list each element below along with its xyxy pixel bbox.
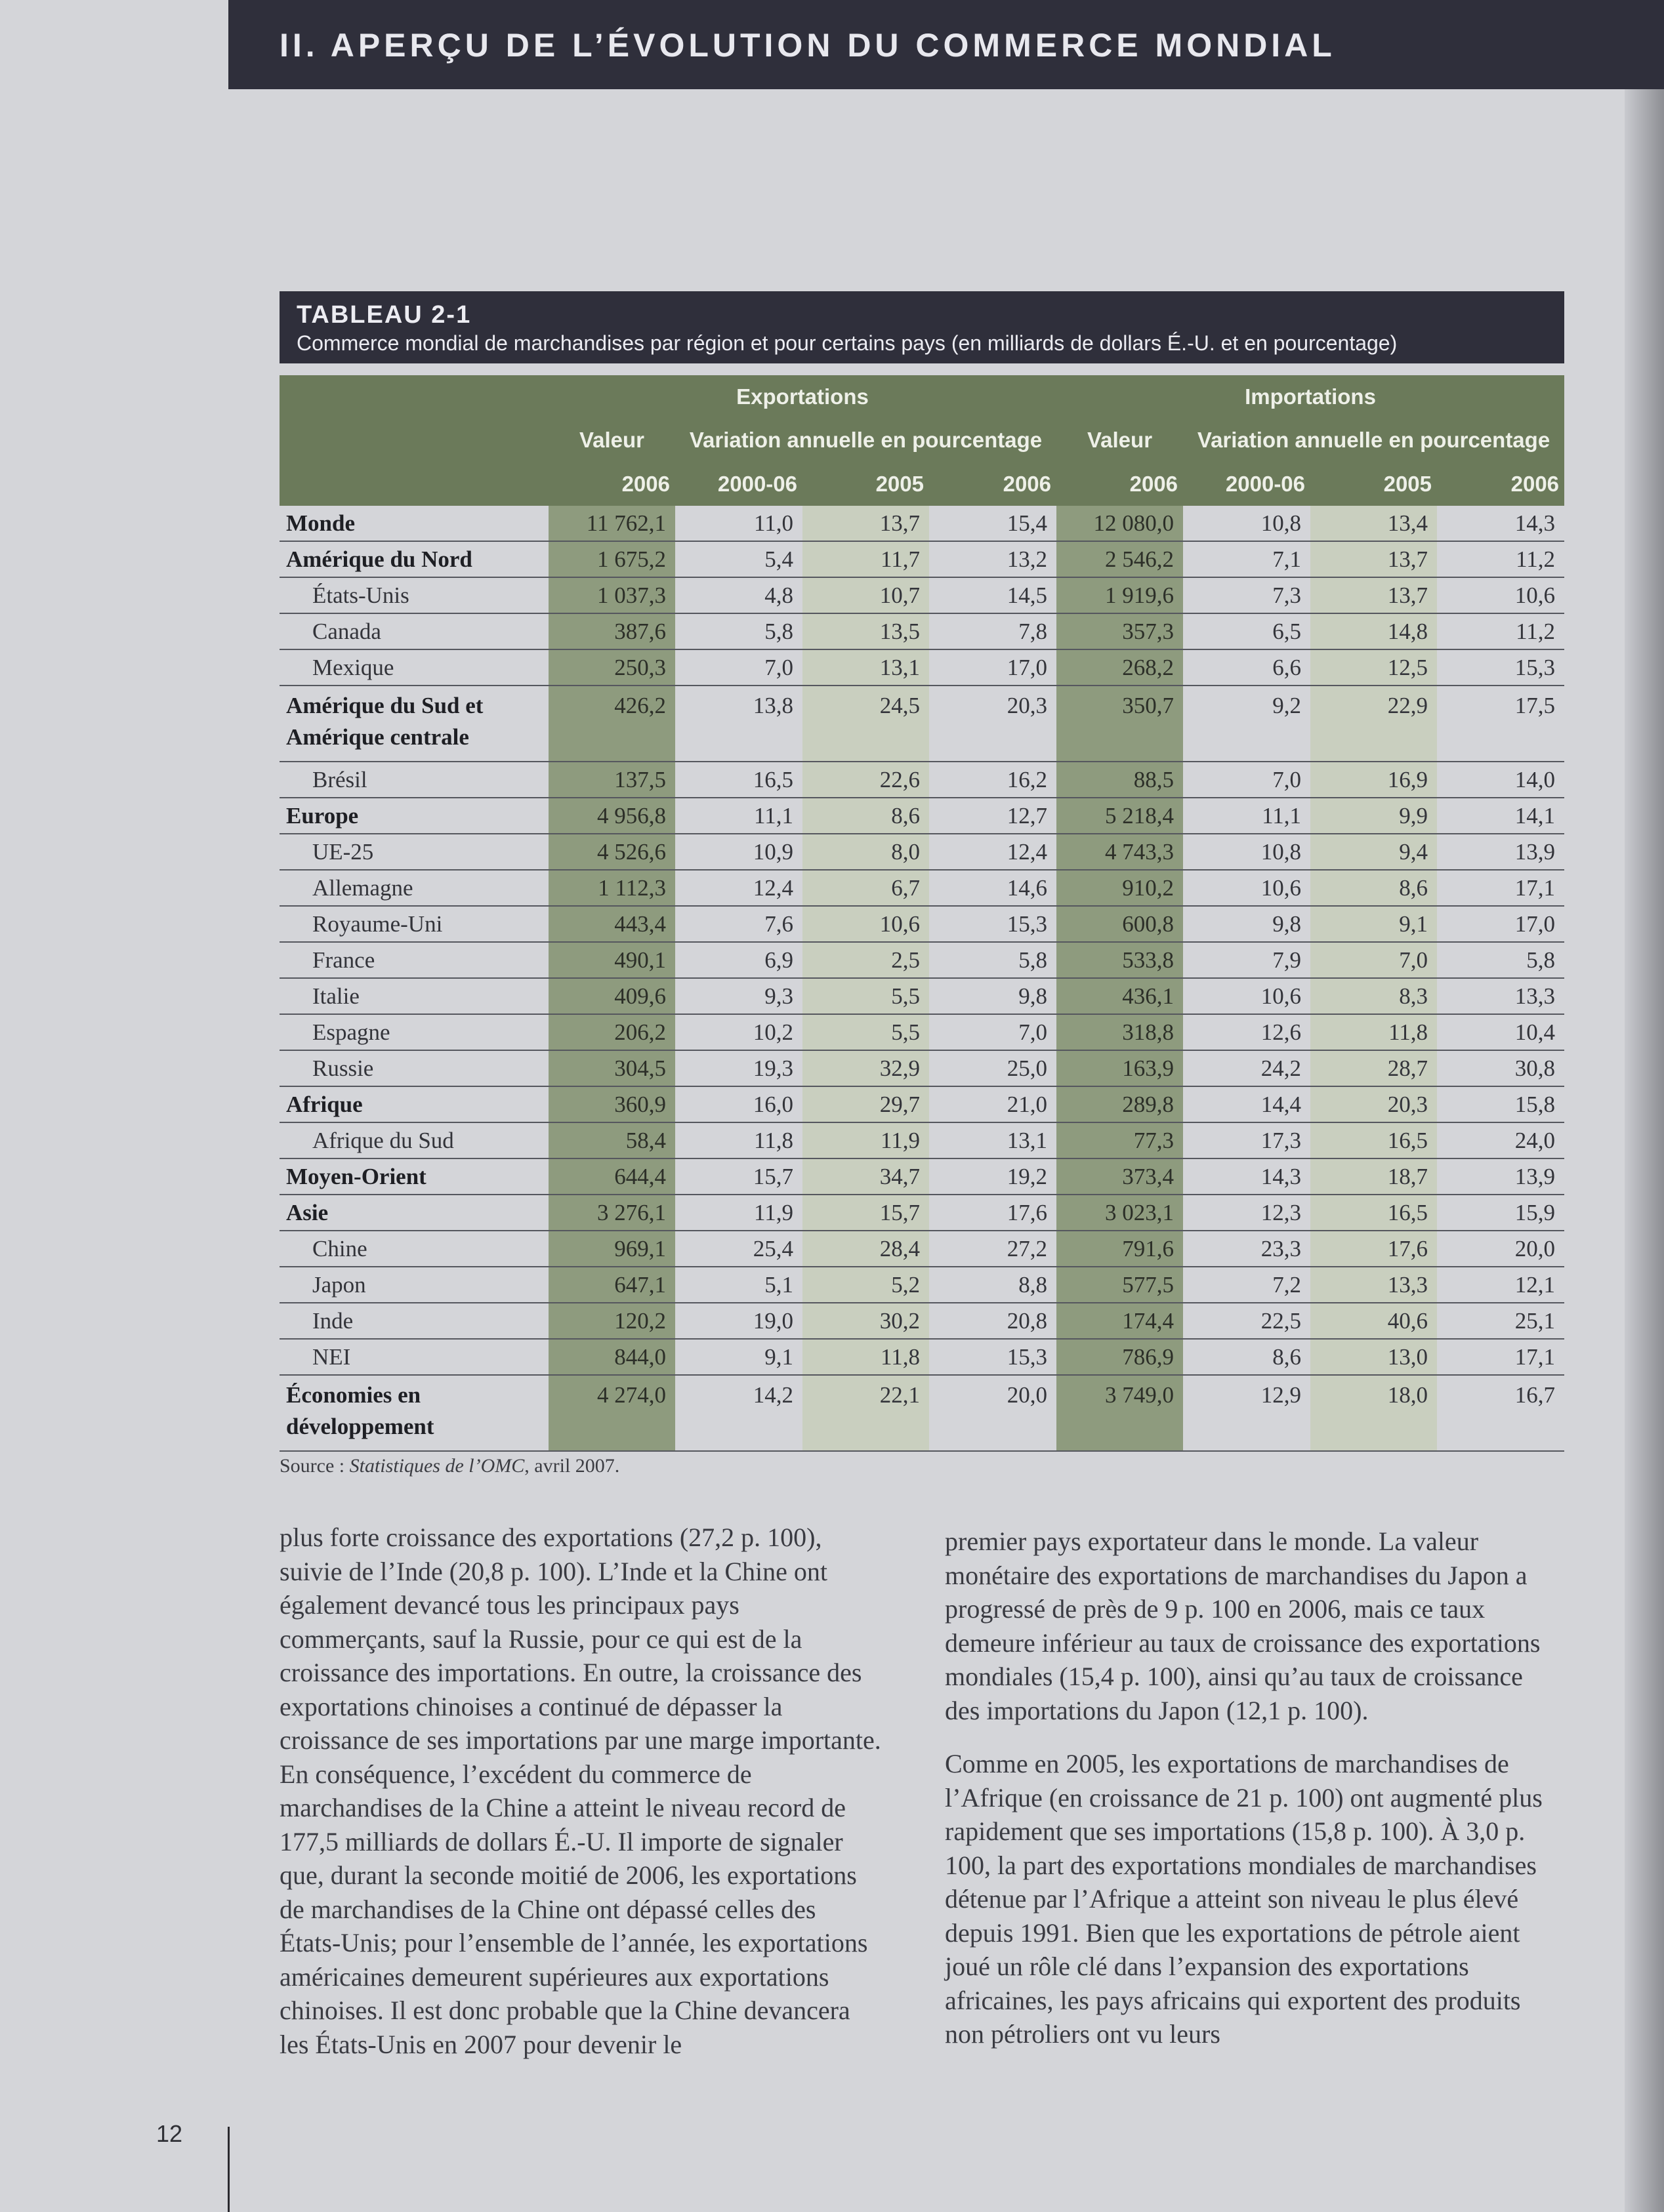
table-cell: 910,2 — [1056, 870, 1183, 906]
table-cell: 436,1 — [1056, 978, 1183, 1014]
table-cell: 20,3 — [929, 686, 1056, 762]
table-cell: 786,9 — [1056, 1339, 1183, 1375]
table-cell: 24,0 — [1437, 1122, 1564, 1158]
table-cell: 360,9 — [549, 1086, 675, 1122]
table-cell: 13,9 — [1437, 1158, 1564, 1195]
year-header: 2006 — [1056, 462, 1183, 506]
row-label: États-Unis — [280, 577, 549, 613]
row-label: Afrique du Sud — [280, 1122, 549, 1158]
table-cell: 23,3 — [1183, 1231, 1310, 1267]
row-label: Afrique — [280, 1086, 549, 1122]
table-cell: 88,5 — [1056, 762, 1183, 798]
table-row — [280, 686, 1564, 762]
table-cell: 6,7 — [802, 870, 929, 906]
table-cell: 20,8 — [929, 1303, 1056, 1339]
table-cell: 2,5 — [802, 942, 929, 978]
row-label: Amérique du Sud et Amérique centrale — [280, 686, 549, 762]
table-cell: 163,9 — [1056, 1050, 1183, 1086]
table-cell: 12,9 — [1183, 1375, 1310, 1451]
table-cell: 10,6 — [1183, 870, 1310, 906]
table-cell: 7,6 — [675, 906, 802, 942]
row-label: Chine — [280, 1231, 549, 1267]
exports-group-header: Exportations — [549, 375, 1056, 419]
table-cell: 8,8 — [929, 1267, 1056, 1303]
table-cell: 5,2 — [802, 1267, 929, 1303]
table-cell: 2 546,2 — [1056, 541, 1183, 577]
table-cell: 15,7 — [802, 1195, 929, 1231]
table-cell: 12,5 — [1310, 649, 1437, 686]
table-row — [280, 834, 1564, 870]
exports-variation-header: Variation annuelle en pourcentage — [675, 419, 1056, 462]
table-cell: 20,3 — [1310, 1086, 1437, 1122]
table-cell: 15,3 — [929, 1339, 1056, 1375]
table-row — [280, 906, 1564, 942]
table-cell: 7,0 — [929, 1014, 1056, 1050]
row-label: Inde — [280, 1303, 549, 1339]
table-cell: 120,2 — [549, 1303, 675, 1339]
table-cell: 350,7 — [1056, 686, 1183, 762]
table-cell: 14,6 — [929, 870, 1056, 906]
table-cell: 3 749,0 — [1056, 1375, 1183, 1451]
table-cell: 13,8 — [675, 686, 802, 762]
table-title-block — [280, 291, 1564, 363]
table-cell: 5,8 — [675, 613, 802, 649]
row-label: Moyen-Orient — [280, 1158, 549, 1195]
table-row — [280, 506, 1564, 541]
year-header: 2006 — [549, 462, 675, 506]
table-cell: 18,7 — [1310, 1158, 1437, 1195]
table-cell: 22,6 — [802, 762, 929, 798]
table-cell: 6,5 — [1183, 613, 1310, 649]
table-cell: 409,6 — [549, 978, 675, 1014]
table-cell: 11,2 — [1437, 613, 1564, 649]
table-cell: 14,0 — [1437, 762, 1564, 798]
table-row — [280, 1014, 1564, 1050]
table-cell: 174,4 — [1056, 1303, 1183, 1339]
table-cell: 22,5 — [1183, 1303, 1310, 1339]
table-cell: 969,1 — [549, 1231, 675, 1267]
page-number: 12 — [156, 2120, 183, 2147]
table-cell: 22,9 — [1310, 686, 1437, 762]
table-cell: 10,6 — [1183, 978, 1310, 1014]
table-cell: 27,2 — [929, 1231, 1056, 1267]
table-cell: 10,6 — [1437, 577, 1564, 613]
table-cell: 318,8 — [1056, 1014, 1183, 1050]
table-cell: 5,5 — [802, 978, 929, 1014]
imports-valeur-header: Valeur — [1056, 419, 1183, 462]
table-number: TABLEAU 2-1 — [297, 301, 472, 329]
table-cell: 13,3 — [1310, 1267, 1437, 1303]
table-cell: 7,9 — [1183, 942, 1310, 978]
table-cell: 16,0 — [675, 1086, 802, 1122]
table-cell: 11,1 — [1183, 798, 1310, 834]
table-cell: 15,3 — [1437, 649, 1564, 686]
table-cell: 17,0 — [929, 649, 1056, 686]
table-cell: 28,4 — [802, 1231, 929, 1267]
table-cell: 443,4 — [549, 906, 675, 942]
exports-valeur-header: Valeur — [549, 419, 675, 462]
table-cell: 17,6 — [1310, 1231, 1437, 1267]
table-cell: 13,1 — [929, 1122, 1056, 1158]
table-cell: 533,8 — [1056, 942, 1183, 978]
table-cell: 14,3 — [1437, 506, 1564, 541]
table-cell: 6,6 — [1183, 649, 1310, 686]
table-cell: 268,2 — [1056, 649, 1183, 686]
table-cell: 791,6 — [1056, 1231, 1183, 1267]
table-source — [280, 1455, 619, 1477]
table-cell: 9,9 — [1310, 798, 1437, 834]
table-cell: 4 743,3 — [1056, 834, 1183, 870]
table-cell: 9,2 — [1183, 686, 1310, 762]
table-row — [280, 1158, 1564, 1195]
table-cell: 15,7 — [675, 1158, 802, 1195]
table-cell: 11,9 — [675, 1195, 802, 1231]
table-cell: 15,4 — [929, 506, 1056, 541]
table-cell: 9,8 — [929, 978, 1056, 1014]
body-paragraph: Comme en 2005, les exportations de marchandises de l’Afrique (en croissance de 21 p. 100) ont augmenté plus rapidement que ses importations (15,8 p. 100). À 3,0 p. 100, la part des exportations mondiales de marchandises détenue par l’Afrique a atteint son niveau le plus élevé depuis 1991. Bien que les exportations de pétrole aient joué un rôle clé dans l’expansion des exportations africaines, les pays africains qui exportent des produits non pétroliers ont vu leurs — [945, 1749, 1543, 2049]
margin-rule — [228, 2127, 230, 2212]
table-cell: 15,3 — [929, 906, 1056, 942]
table-cell: 250,3 — [549, 649, 675, 686]
table-cell: 11,9 — [802, 1122, 929, 1158]
table-cell: 19,2 — [929, 1158, 1056, 1195]
body-column-left — [280, 1521, 883, 2081]
table-cell: 14,4 — [1183, 1086, 1310, 1122]
table-cell: 304,5 — [549, 1050, 675, 1086]
trade-table — [280, 375, 1564, 1452]
table-row — [280, 762, 1564, 798]
table-cell: 58,4 — [549, 1122, 675, 1158]
table-cell: 11,7 — [802, 541, 929, 577]
table-row — [280, 798, 1564, 834]
table-cell: 16,2 — [929, 762, 1056, 798]
table-cell: 9,1 — [1310, 906, 1437, 942]
table-cell: 13,7 — [1310, 577, 1437, 613]
table-cell: 19,3 — [675, 1050, 802, 1086]
table-cell: 373,4 — [1056, 1158, 1183, 1195]
table-cell: 18,0 — [1310, 1375, 1437, 1451]
table-cell: 5,1 — [675, 1267, 802, 1303]
table-cell: 7,3 — [1183, 577, 1310, 613]
table-cell: 600,8 — [1056, 906, 1183, 942]
table-cell: 11,1 — [675, 798, 802, 834]
table-cell: 844,0 — [549, 1339, 675, 1375]
row-label: UE-25 — [280, 834, 549, 870]
source-title: Statistiques de l’OMC — [349, 1455, 525, 1477]
table-cell: 8,3 — [1310, 978, 1437, 1014]
table-cell: 5,5 — [802, 1014, 929, 1050]
table-cell: 24,5 — [802, 686, 929, 762]
table-cell: 17,3 — [1183, 1122, 1310, 1158]
table-cell: 11,8 — [1310, 1014, 1437, 1050]
table-cell: 1 037,3 — [549, 577, 675, 613]
table-cell: 12,4 — [929, 834, 1056, 870]
row-label: Canada — [280, 613, 549, 649]
table-cell: 29,7 — [802, 1086, 929, 1122]
table-cell: 25,1 — [1437, 1303, 1564, 1339]
row-label: Royaume-Uni — [280, 906, 549, 942]
table-caption: Commerce mondial de marchandises par région et pour certains pays (en milliards de dollars É.-U. et en pourcentage) — [297, 331, 1398, 355]
row-label: NEI — [280, 1339, 549, 1375]
table-cell: 13,0 — [1310, 1339, 1437, 1375]
table-cell: 5,8 — [929, 942, 1056, 978]
table-cell: 426,2 — [549, 686, 675, 762]
table-cell: 9,3 — [675, 978, 802, 1014]
table-cell: 8,6 — [802, 798, 929, 834]
table-cell: 647,1 — [549, 1267, 675, 1303]
table-cell: 387,6 — [549, 613, 675, 649]
table-row — [280, 1086, 1564, 1122]
row-label: Amérique du Nord — [280, 541, 549, 577]
table-cell: 14,8 — [1310, 613, 1437, 649]
table-cell: 12,1 — [1437, 1267, 1564, 1303]
body-paragraph: premier pays exportateur dans le monde. La valeur monétaire des exportations de marchandises du Japon a progressé de près de 9 p. 100 en 2006, mais ce taux demeure inférieur au taux de croissance des exportations mondiales (15,4 p. 100), ainsi qu’au taux de croissance des importations du Japon (12,1 p. 100). — [945, 1526, 1541, 1725]
row-label: Monde — [280, 506, 549, 541]
table-cell: 14,2 — [675, 1375, 802, 1451]
table-cell: 30,2 — [802, 1303, 929, 1339]
table-cell: 289,8 — [1056, 1086, 1183, 1122]
table-cell: 7,0 — [1310, 942, 1437, 978]
year-header: 2006 — [1437, 462, 1564, 506]
table-cell: 40,6 — [1310, 1303, 1437, 1339]
table-cell: 13,2 — [929, 541, 1056, 577]
imports-variation-header: Variation annuelle en pourcentage — [1183, 419, 1564, 462]
table-cell: 21,0 — [929, 1086, 1056, 1122]
table-row — [280, 1339, 1564, 1375]
table-cell: 16,5 — [1310, 1122, 1437, 1158]
table-cell: 1 919,6 — [1056, 577, 1183, 613]
table-cell: 17,1 — [1437, 1339, 1564, 1375]
table-cell: 9,8 — [1183, 906, 1310, 942]
table-cell: 357,3 — [1056, 613, 1183, 649]
body-column-right — [945, 1525, 1549, 2071]
table-cell: 4 956,8 — [549, 798, 675, 834]
row-label: Mexique — [280, 649, 549, 686]
row-label: Europe — [280, 798, 549, 834]
table-cell: 7,1 — [1183, 541, 1310, 577]
table-row — [280, 1231, 1564, 1267]
row-label: Italie — [280, 978, 549, 1014]
table-cell: 7,0 — [1183, 762, 1310, 798]
year-header: 2000-06 — [1183, 462, 1310, 506]
row-label: Économies en développement — [280, 1375, 549, 1451]
row-label: Russie — [280, 1050, 549, 1086]
table-cell: 30,8 — [1437, 1050, 1564, 1086]
table-cell: 10,4 — [1437, 1014, 1564, 1050]
table-cell: 14,3 — [1183, 1158, 1310, 1195]
table-cell: 77,3 — [1056, 1122, 1183, 1158]
table-cell: 16,5 — [1310, 1195, 1437, 1231]
table-cell: 20,0 — [929, 1375, 1056, 1451]
table-cell: 25,0 — [929, 1050, 1056, 1086]
table-cell: 490,1 — [549, 942, 675, 978]
table-cell: 3 276,1 — [549, 1195, 675, 1231]
table-cell: 16,7 — [1437, 1375, 1564, 1451]
table-cell: 10,2 — [675, 1014, 802, 1050]
table-cell: 13,9 — [1437, 834, 1564, 870]
table-cell: 8,0 — [802, 834, 929, 870]
table-cell: 14,5 — [929, 577, 1056, 613]
table-cell: 1 675,2 — [549, 541, 675, 577]
table-row — [280, 1122, 1564, 1158]
table-cell: 17,5 — [1437, 686, 1564, 762]
table-cell: 28,7 — [1310, 1050, 1437, 1086]
table-cell: 8,6 — [1310, 870, 1437, 906]
table-cell: 1 112,3 — [549, 870, 675, 906]
table-cell: 32,9 — [802, 1050, 929, 1086]
table-cell: 13,4 — [1310, 506, 1437, 541]
row-label: Allemagne — [280, 870, 549, 906]
table-cell: 24,2 — [1183, 1050, 1310, 1086]
table-cell: 12,7 — [929, 798, 1056, 834]
table-row — [280, 1375, 1564, 1451]
table-cell: 13,7 — [1310, 541, 1437, 577]
table-cell: 11,8 — [675, 1122, 802, 1158]
table-cell: 12,4 — [675, 870, 802, 906]
year-header: 2006 — [929, 462, 1056, 506]
table-cell: 15,8 — [1437, 1086, 1564, 1122]
table-cell: 5,8 — [1437, 942, 1564, 978]
table-row — [280, 541, 1564, 577]
year-header: 2005 — [802, 462, 929, 506]
table-cell: 4 526,6 — [549, 834, 675, 870]
table-cell: 12,6 — [1183, 1014, 1310, 1050]
table-cell: 20,0 — [1437, 1231, 1564, 1267]
body-paragraph: plus forte croissance des exportations (27,2 p. 100), suivie de l’Inde (20,8 p. 100). L’Inde et la Chine ont également devancé tous les principaux pays commerçants, sauf la Russie, pour ce qui est de la croissance des importations. En outre, la croissance des exportations chinoises a continué de dépasser la croissance de ses importations par une marge importante. En conséquence, l’excédent du commerce de marchandises de la Chine a atteint le niveau record de 177,5 milliards de dollars É.-U. Il importe de signaler que, durant la seconde moitié de 2006, les exportations de marchandises de la Chine ont dépassé celles des États-Unis; pour l’ensemble de l’année, les exportations américaines demeurent supérieures aux exportations chinoises. Il est donc probable que la Chine devancera les États-Unis en 2007 pour devenir le — [280, 1523, 881, 2059]
table-cell: 34,7 — [802, 1158, 929, 1195]
table-cell: 7,2 — [1183, 1267, 1310, 1303]
row-label: Brésil — [280, 762, 549, 798]
table-cell: 25,4 — [675, 1231, 802, 1267]
table-row — [280, 942, 1564, 978]
table-cell: 11,2 — [1437, 541, 1564, 577]
table-cell: 3 023,1 — [1056, 1195, 1183, 1231]
table-cell: 5,4 — [675, 541, 802, 577]
row-label: France — [280, 942, 549, 978]
table-cell: 17,0 — [1437, 906, 1564, 942]
source-prefix: Source : — [280, 1455, 350, 1477]
table-row — [280, 1195, 1564, 1231]
table-cell: 16,9 — [1310, 762, 1437, 798]
table-cell: 11,0 — [675, 506, 802, 541]
table-cell: 11,8 — [802, 1339, 929, 1375]
table-row — [280, 1303, 1564, 1339]
table-cell: 12,3 — [1183, 1195, 1310, 1231]
table-cell: 13,7 — [802, 506, 929, 541]
table-cell: 8,6 — [1183, 1339, 1310, 1375]
table-cell: 10,7 — [802, 577, 929, 613]
source-suffix: , avril 2007. — [524, 1455, 620, 1477]
table-cell: 137,5 — [549, 762, 675, 798]
table-row — [280, 577, 1564, 613]
table-cell: 577,5 — [1056, 1267, 1183, 1303]
table-cell: 10,8 — [1183, 834, 1310, 870]
table-row — [280, 870, 1564, 906]
table-row — [280, 1267, 1564, 1303]
table-cell: 6,9 — [675, 942, 802, 978]
row-label: Asie — [280, 1195, 549, 1231]
table-row — [280, 649, 1564, 686]
table-cell: 7,8 — [929, 613, 1056, 649]
table-cell: 14,1 — [1437, 798, 1564, 834]
table-cell: 644,4 — [549, 1158, 675, 1195]
table-cell: 7,0 — [675, 649, 802, 686]
table-cell: 9,1 — [675, 1339, 802, 1375]
table-cell: 9,4 — [1310, 834, 1437, 870]
table-cell: 15,9 — [1437, 1195, 1564, 1231]
table-cell: 206,2 — [549, 1014, 675, 1050]
table-cell: 17,6 — [929, 1195, 1056, 1231]
table-cell: 5 218,4 — [1056, 798, 1183, 834]
table-cell: 11 762,1 — [549, 506, 675, 541]
year-header: 2000-06 — [675, 462, 802, 506]
table-cell: 22,1 — [802, 1375, 929, 1451]
row-label: Japon — [280, 1267, 549, 1303]
row-label: Espagne — [280, 1014, 549, 1050]
table-cell: 13,5 — [802, 613, 929, 649]
table-row — [280, 978, 1564, 1014]
table-cell: 16,5 — [675, 762, 802, 798]
table-cell: 19,0 — [675, 1303, 802, 1339]
year-header: 2005 — [1310, 462, 1437, 506]
table-row — [280, 613, 1564, 649]
table-cell: 10,9 — [675, 834, 802, 870]
table-cell: 17,1 — [1437, 870, 1564, 906]
table-cell: 10,8 — [1183, 506, 1310, 541]
table-cell: 10,6 — [802, 906, 929, 942]
table-cell: 4,8 — [675, 577, 802, 613]
table-cell: 13,1 — [802, 649, 929, 686]
imports-group-header: Importations — [1056, 375, 1564, 419]
table-cell: 4 274,0 — [549, 1375, 675, 1451]
table-cell: 13,3 — [1437, 978, 1564, 1014]
page-edge-shadow — [1625, 0, 1664, 2212]
table-body — [280, 506, 1564, 1451]
table-cell: 12 080,0 — [1056, 506, 1183, 541]
table-row — [280, 1050, 1564, 1086]
chapter-title: II. APERÇU DE L’ÉVOLUTION DU COMMERCE MONDIAL — [280, 27, 1336, 64]
